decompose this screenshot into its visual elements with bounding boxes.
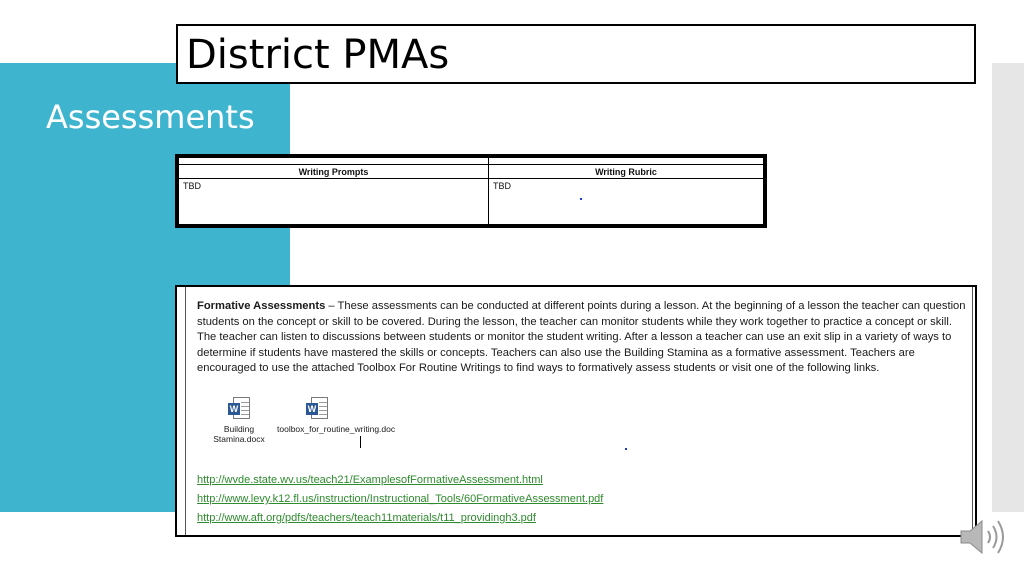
stray-dot xyxy=(580,198,582,200)
table-header-row xyxy=(179,165,764,179)
table-spacer-row xyxy=(179,158,764,165)
attachment-label: Building Stamina.docx xyxy=(213,424,265,444)
attachment-building-stamina[interactable] xyxy=(199,397,279,444)
stray-dot xyxy=(625,448,627,450)
slide-title: District PMAs xyxy=(186,32,450,78)
table-row xyxy=(179,179,764,225)
section-title: Assessments xyxy=(46,98,255,136)
cell-writing-rubric: TBD xyxy=(489,179,764,225)
link-levy[interactable]: http://www.levy.k12.fl.us/instruction/Instructional_Tools/60FormativeAssessment.pdf xyxy=(197,493,604,505)
formative-paragraph xyxy=(197,299,967,377)
embedded-document xyxy=(175,285,977,537)
rubric-table xyxy=(175,154,767,228)
right-gray-strip xyxy=(992,63,1024,512)
paragraph-body: – These assessments can be conducted at different points during a lesson. At the beginning of a lesson the teacher can question students on the concept or skill to be covered. During the lesson, the teacher can monitor students while they work together to practice a concept or skill. The teacher can listen to discussions between students or monitor the student writing. After a lesson a teacher can use an exit slip in a variety of ways to determine if students have mastered the skills or concepts. Teachers can also use the Building Stamina as a formative assessment. Teachers are encouraged to use the attached Toolbox For Routine Writings to find ways to formatively assess students or visit one of the following links. xyxy=(197,300,966,374)
attachment-toolbox[interactable] xyxy=(277,397,396,434)
link-aft[interactable]: http://www.aft.org/pdfs/teachers/teach11materials/t11_providingh3.pdf xyxy=(197,512,536,524)
paragraph-lead: Formative Assessments xyxy=(197,300,326,312)
header-writing-rubric: Writing Rubric xyxy=(489,165,764,179)
speaker-icon[interactable] xyxy=(958,514,1008,560)
link-wvde[interactable]: http://wvde.state.wv.us/teach21/ExamplesofFormativeAssessment.html xyxy=(197,474,543,486)
header-writing-prompts: Writing Prompts xyxy=(179,165,489,179)
attachment-label: toolbox_for_routine_writing.doc xyxy=(277,424,396,434)
word-document-icon: W xyxy=(228,397,250,421)
title-box xyxy=(176,24,976,84)
cell-writing-prompts: TBD xyxy=(179,179,489,225)
text-cursor xyxy=(360,436,361,448)
link-list xyxy=(197,471,603,528)
word-document-icon: W xyxy=(306,397,328,421)
